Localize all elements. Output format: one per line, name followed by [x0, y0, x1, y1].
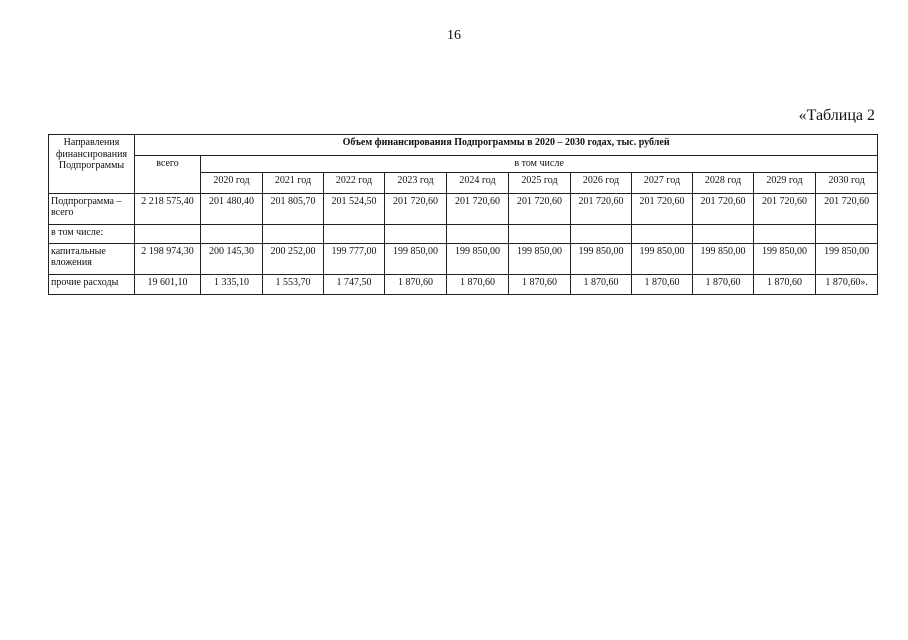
year-header: 2023 год: [385, 172, 447, 193]
row-value: 199 777,00: [324, 243, 385, 274]
row-value: 1 870,60: [385, 274, 447, 294]
row-value: 1 870,60: [571, 274, 632, 294]
row-value: [324, 224, 385, 243]
row-value: 1 553,70: [263, 274, 324, 294]
row-value: 1 335,10: [201, 274, 263, 294]
row-value: 199 850,00: [816, 243, 878, 274]
row-value: 1 870,60: [754, 274, 816, 294]
row-value: [693, 224, 754, 243]
row-value: 201 720,60: [693, 193, 754, 224]
row-value: 199 850,00: [447, 243, 509, 274]
table-row: [49, 193, 878, 224]
row-label: прочие расходы: [49, 274, 135, 294]
header-row-groups: [49, 156, 878, 173]
year-header: 2027 год: [632, 172, 693, 193]
row-label: Подпрограмма – всего: [49, 193, 135, 224]
row-value: 1 870,60: [447, 274, 509, 294]
row-value: [632, 224, 693, 243]
row-value: 201 720,60: [447, 193, 509, 224]
year-header: 2030 год: [816, 172, 878, 193]
header-row-title: [49, 135, 878, 156]
year-header: 2021 год: [263, 172, 324, 193]
year-header: 2022 год: [324, 172, 385, 193]
row-value: 1 747,50: [324, 274, 385, 294]
year-header: 2024 год: [447, 172, 509, 193]
financing-table: [48, 134, 878, 295]
year-header: 2026 год: [571, 172, 632, 193]
row-value: 199 850,00: [693, 243, 754, 274]
row-value: 200 252,00: [263, 243, 324, 274]
row-value: 201 720,60: [754, 193, 816, 224]
row-value: 1 870,60: [632, 274, 693, 294]
row-value: [754, 224, 816, 243]
row-value: 201 720,60: [509, 193, 571, 224]
table-row: [49, 243, 878, 274]
row-value: [201, 224, 263, 243]
row-label: капитальные вложения: [49, 243, 135, 274]
row-value: [571, 224, 632, 243]
row-total: [135, 224, 201, 243]
row-value: 201 720,60: [632, 193, 693, 224]
row-value: 1 870,60: [509, 274, 571, 294]
year-header: 2028 год: [693, 172, 754, 193]
row-total: 2 198 974,30: [135, 243, 201, 274]
total-header: всего: [135, 156, 201, 194]
page-number: 16: [447, 28, 461, 43]
row-value: 201 524,50: [324, 193, 385, 224]
row-value: 201 480,40: [201, 193, 263, 224]
including-header: в том числе: [201, 156, 878, 173]
table-title: Объем финансирования Подпрограммы в 2020 – 2030 годах, тыс. рублей: [135, 135, 878, 156]
table-caption: «Таблица 2: [798, 107, 875, 124]
row-value: 201 720,60: [816, 193, 878, 224]
table-row: [49, 224, 878, 243]
row-label: в том числе:: [49, 224, 135, 243]
row-value: 1 870,60».: [816, 274, 878, 294]
row-value: 199 850,00: [632, 243, 693, 274]
row-value: [816, 224, 878, 243]
direction-header: Направления финансирования Подпрограммы: [49, 135, 135, 194]
row-value: [263, 224, 324, 243]
row-total: 19 601,10: [135, 274, 201, 294]
year-header: 2025 год: [509, 172, 571, 193]
row-value: 200 145,30: [201, 243, 263, 274]
row-value: [385, 224, 447, 243]
row-value: 199 850,00: [509, 243, 571, 274]
table-row: [49, 274, 878, 294]
row-value: 199 850,00: [385, 243, 447, 274]
row-value: 1 870,60: [693, 274, 754, 294]
row-value: 201 805,70: [263, 193, 324, 224]
row-total: 2 218 575,40: [135, 193, 201, 224]
row-value: [509, 224, 571, 243]
row-value: 201 720,60: [385, 193, 447, 224]
year-header: 2020 год: [201, 172, 263, 193]
row-value: 199 850,00: [754, 243, 816, 274]
row-value: 199 850,00: [571, 243, 632, 274]
row-value: [447, 224, 509, 243]
row-value: 201 720,60: [571, 193, 632, 224]
year-header: 2029 год: [754, 172, 816, 193]
